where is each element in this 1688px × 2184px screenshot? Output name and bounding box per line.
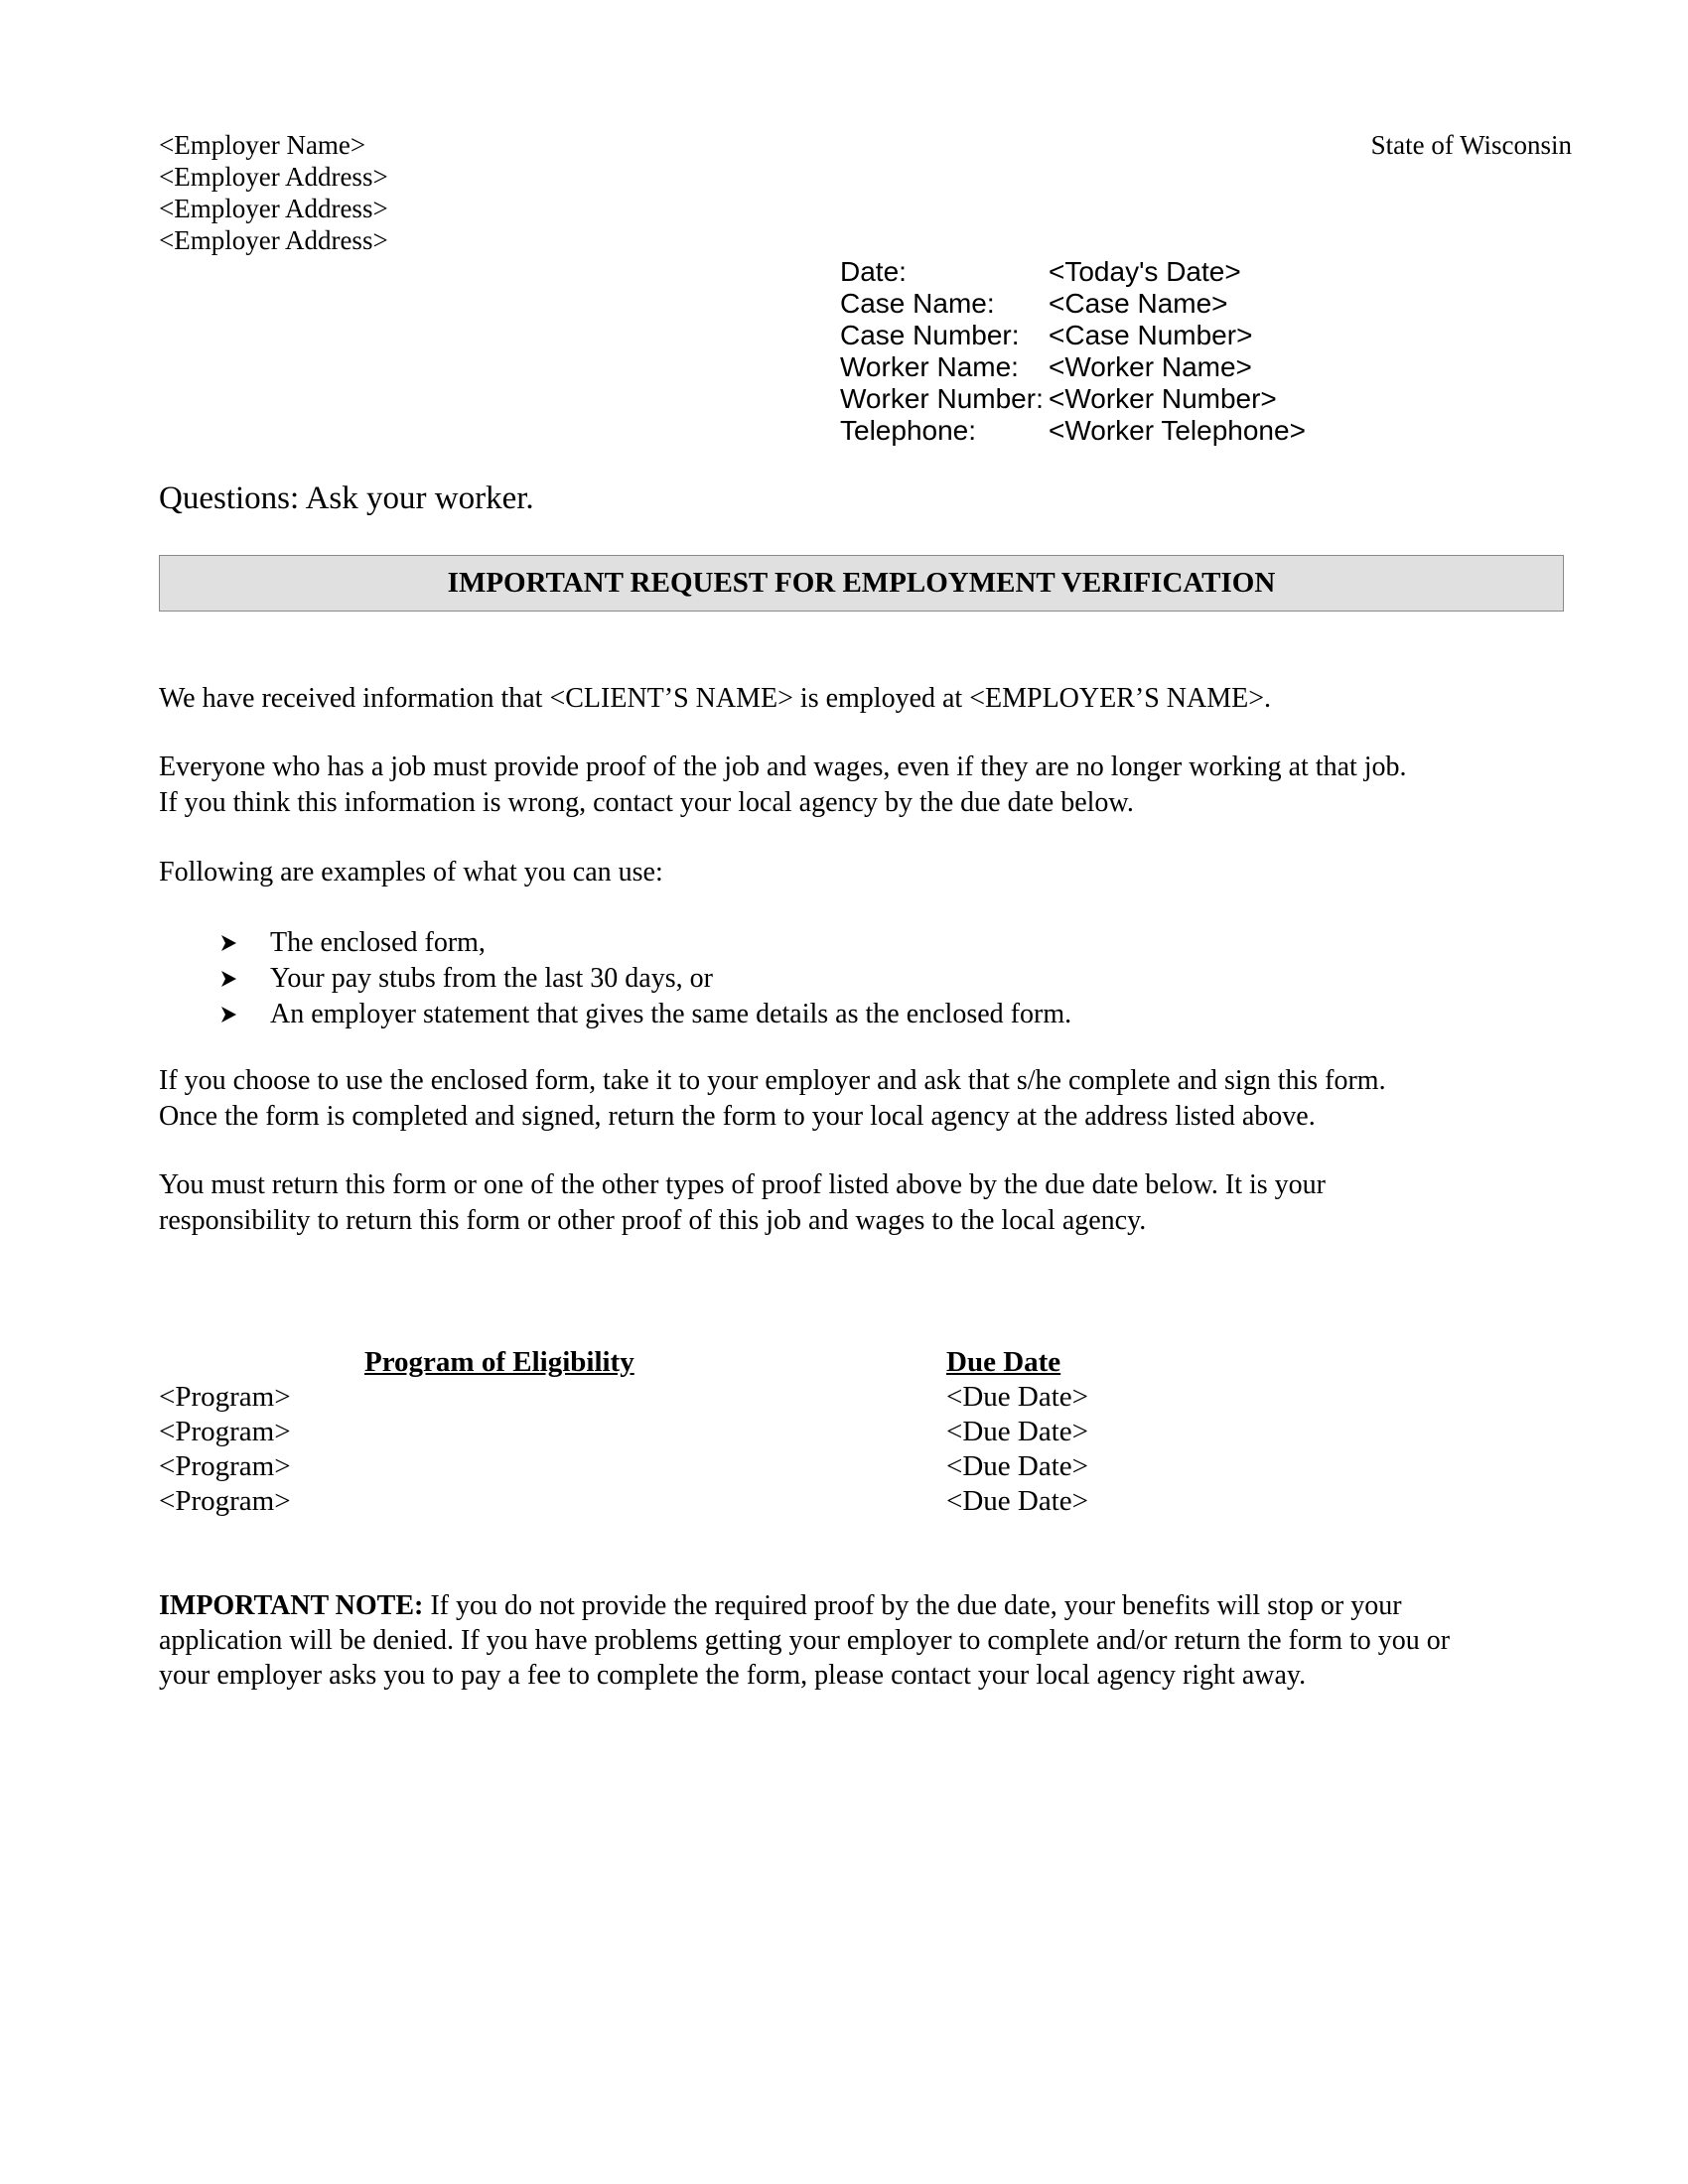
note-line [159, 1588, 1569, 1623]
paragraph-proof-required [159, 750, 1569, 821]
program-cell: <Program> [159, 1485, 291, 1517]
list-item [216, 997, 1071, 1032]
case-info-value: <Worker Name> [1049, 351, 1252, 382]
paragraph-line: We have received information that <CLIENT’S NAME> is employed at <EMPLOYER’S NAME>. [159, 683, 1272, 714]
employer-address-line: <Employer Address> [159, 194, 388, 223]
case-info-value: <Worker Telephone> [1049, 415, 1306, 446]
case-info-row [840, 256, 1306, 288]
paragraph-line: If you think this information is wrong, contact your local agency by the due date below. [159, 787, 1134, 818]
arrow-bullet-icon [216, 997, 270, 1032]
case-info-value: <Worker Number> [1049, 383, 1277, 414]
case-info-label: Case Number: [840, 320, 1020, 350]
case-info-label: Date: [840, 256, 907, 287]
paragraph-line: Once the form is completed and signed, return the form to your local agency at the address listed above. [159, 1101, 1316, 1132]
questions-line: Questions: Ask your worker. [159, 480, 534, 516]
case-info-value: <Today's Date> [1049, 256, 1241, 287]
employer-address-block [159, 129, 388, 256]
program-column [159, 1380, 291, 1519]
employer-name: <Employer Name> [159, 130, 366, 160]
due-date-column-header: Due Date [946, 1346, 1061, 1378]
note-label: IMPORTANT NOTE: [159, 1590, 424, 1621]
due-date-cell: <Due Date> [946, 1485, 1089, 1517]
due-date-cell: <Due Date> [946, 1416, 1089, 1447]
paragraph-line: You must return this form or one of the other types of proof listed above by the due date below. It is your [159, 1169, 1327, 1200]
paragraph-line: Following are examples of what you can use: [159, 857, 663, 887]
state-label: State of Wisconsin [1370, 130, 1572, 160]
arrow-bullet-icon [216, 961, 270, 997]
case-info-label: Worker Number: [840, 383, 1044, 414]
due-date-column [946, 1380, 1088, 1519]
due-date-cell: <Due Date> [946, 1381, 1089, 1413]
due-date-cell: <Due Date> [946, 1450, 1089, 1482]
document-title-bar [159, 555, 1564, 612]
program-cell: <Program> [159, 1450, 291, 1482]
employer-address-line: <Employer Address> [159, 162, 388, 192]
case-info-row [840, 351, 1306, 383]
list-item [216, 925, 1071, 961]
note-line: application will be denied. If you have problems getting your employer to complete and/or return the form to you or [159, 1625, 1451, 1656]
employer-address-line: <Employer Address> [159, 225, 388, 255]
case-info-label: Worker Name: [840, 351, 1019, 382]
case-info-block [840, 256, 1306, 447]
paragraph-line: Everyone who has a job must provide proof of the job and wages, even if they are no longer working at that job. [159, 751, 1407, 782]
program-cell: <Program> [159, 1381, 291, 1413]
list-item-text: Your pay stubs from the last 30 days, or [270, 963, 713, 994]
paragraph-line: responsibility to return this form or other proof of this job and wages to the local agency. [159, 1205, 1147, 1236]
case-info-value: <Case Number> [1049, 320, 1253, 350]
paragraph-return-responsibility [159, 1167, 1569, 1239]
case-info-row [840, 320, 1306, 351]
program-cell: <Program> [159, 1416, 291, 1447]
case-info-row [840, 383, 1306, 415]
arrow-bullet-icon [216, 925, 270, 961]
list-item-text: An employer statement that gives the same details as the enclosed form. [270, 999, 1072, 1029]
case-info-row [840, 415, 1306, 447]
important-note [159, 1588, 1569, 1693]
paragraph-received-info [159, 681, 1569, 717]
document-title: IMPORTANT REQUEST FOR EMPLOYMENT VERIFICATION [447, 567, 1276, 599]
paragraph-line: If you choose to use the enclosed form, take it to your employer and ask that s/he complete and sign this form. [159, 1065, 1386, 1096]
program-column-header: Program of Eligibility [364, 1346, 634, 1378]
paragraph-examples-intro [159, 855, 1569, 890]
list-item [216, 961, 1071, 997]
case-info-row [840, 288, 1306, 320]
case-info-value: <Case Name> [1049, 288, 1228, 319]
list-item-text: The enclosed form, [270, 927, 486, 958]
proof-examples-list [216, 925, 1071, 1032]
paragraph-enclosed-form [159, 1063, 1569, 1135]
note-text: If you do not provide the required proof by the due date, your benefits will stop or your [423, 1590, 1402, 1621]
case-info-label: Telephone: [840, 415, 977, 446]
note-line: your employer asks you to pay a fee to complete the form, please contact your local agency right away. [159, 1660, 1307, 1691]
case-info-label: Case Name: [840, 288, 995, 319]
